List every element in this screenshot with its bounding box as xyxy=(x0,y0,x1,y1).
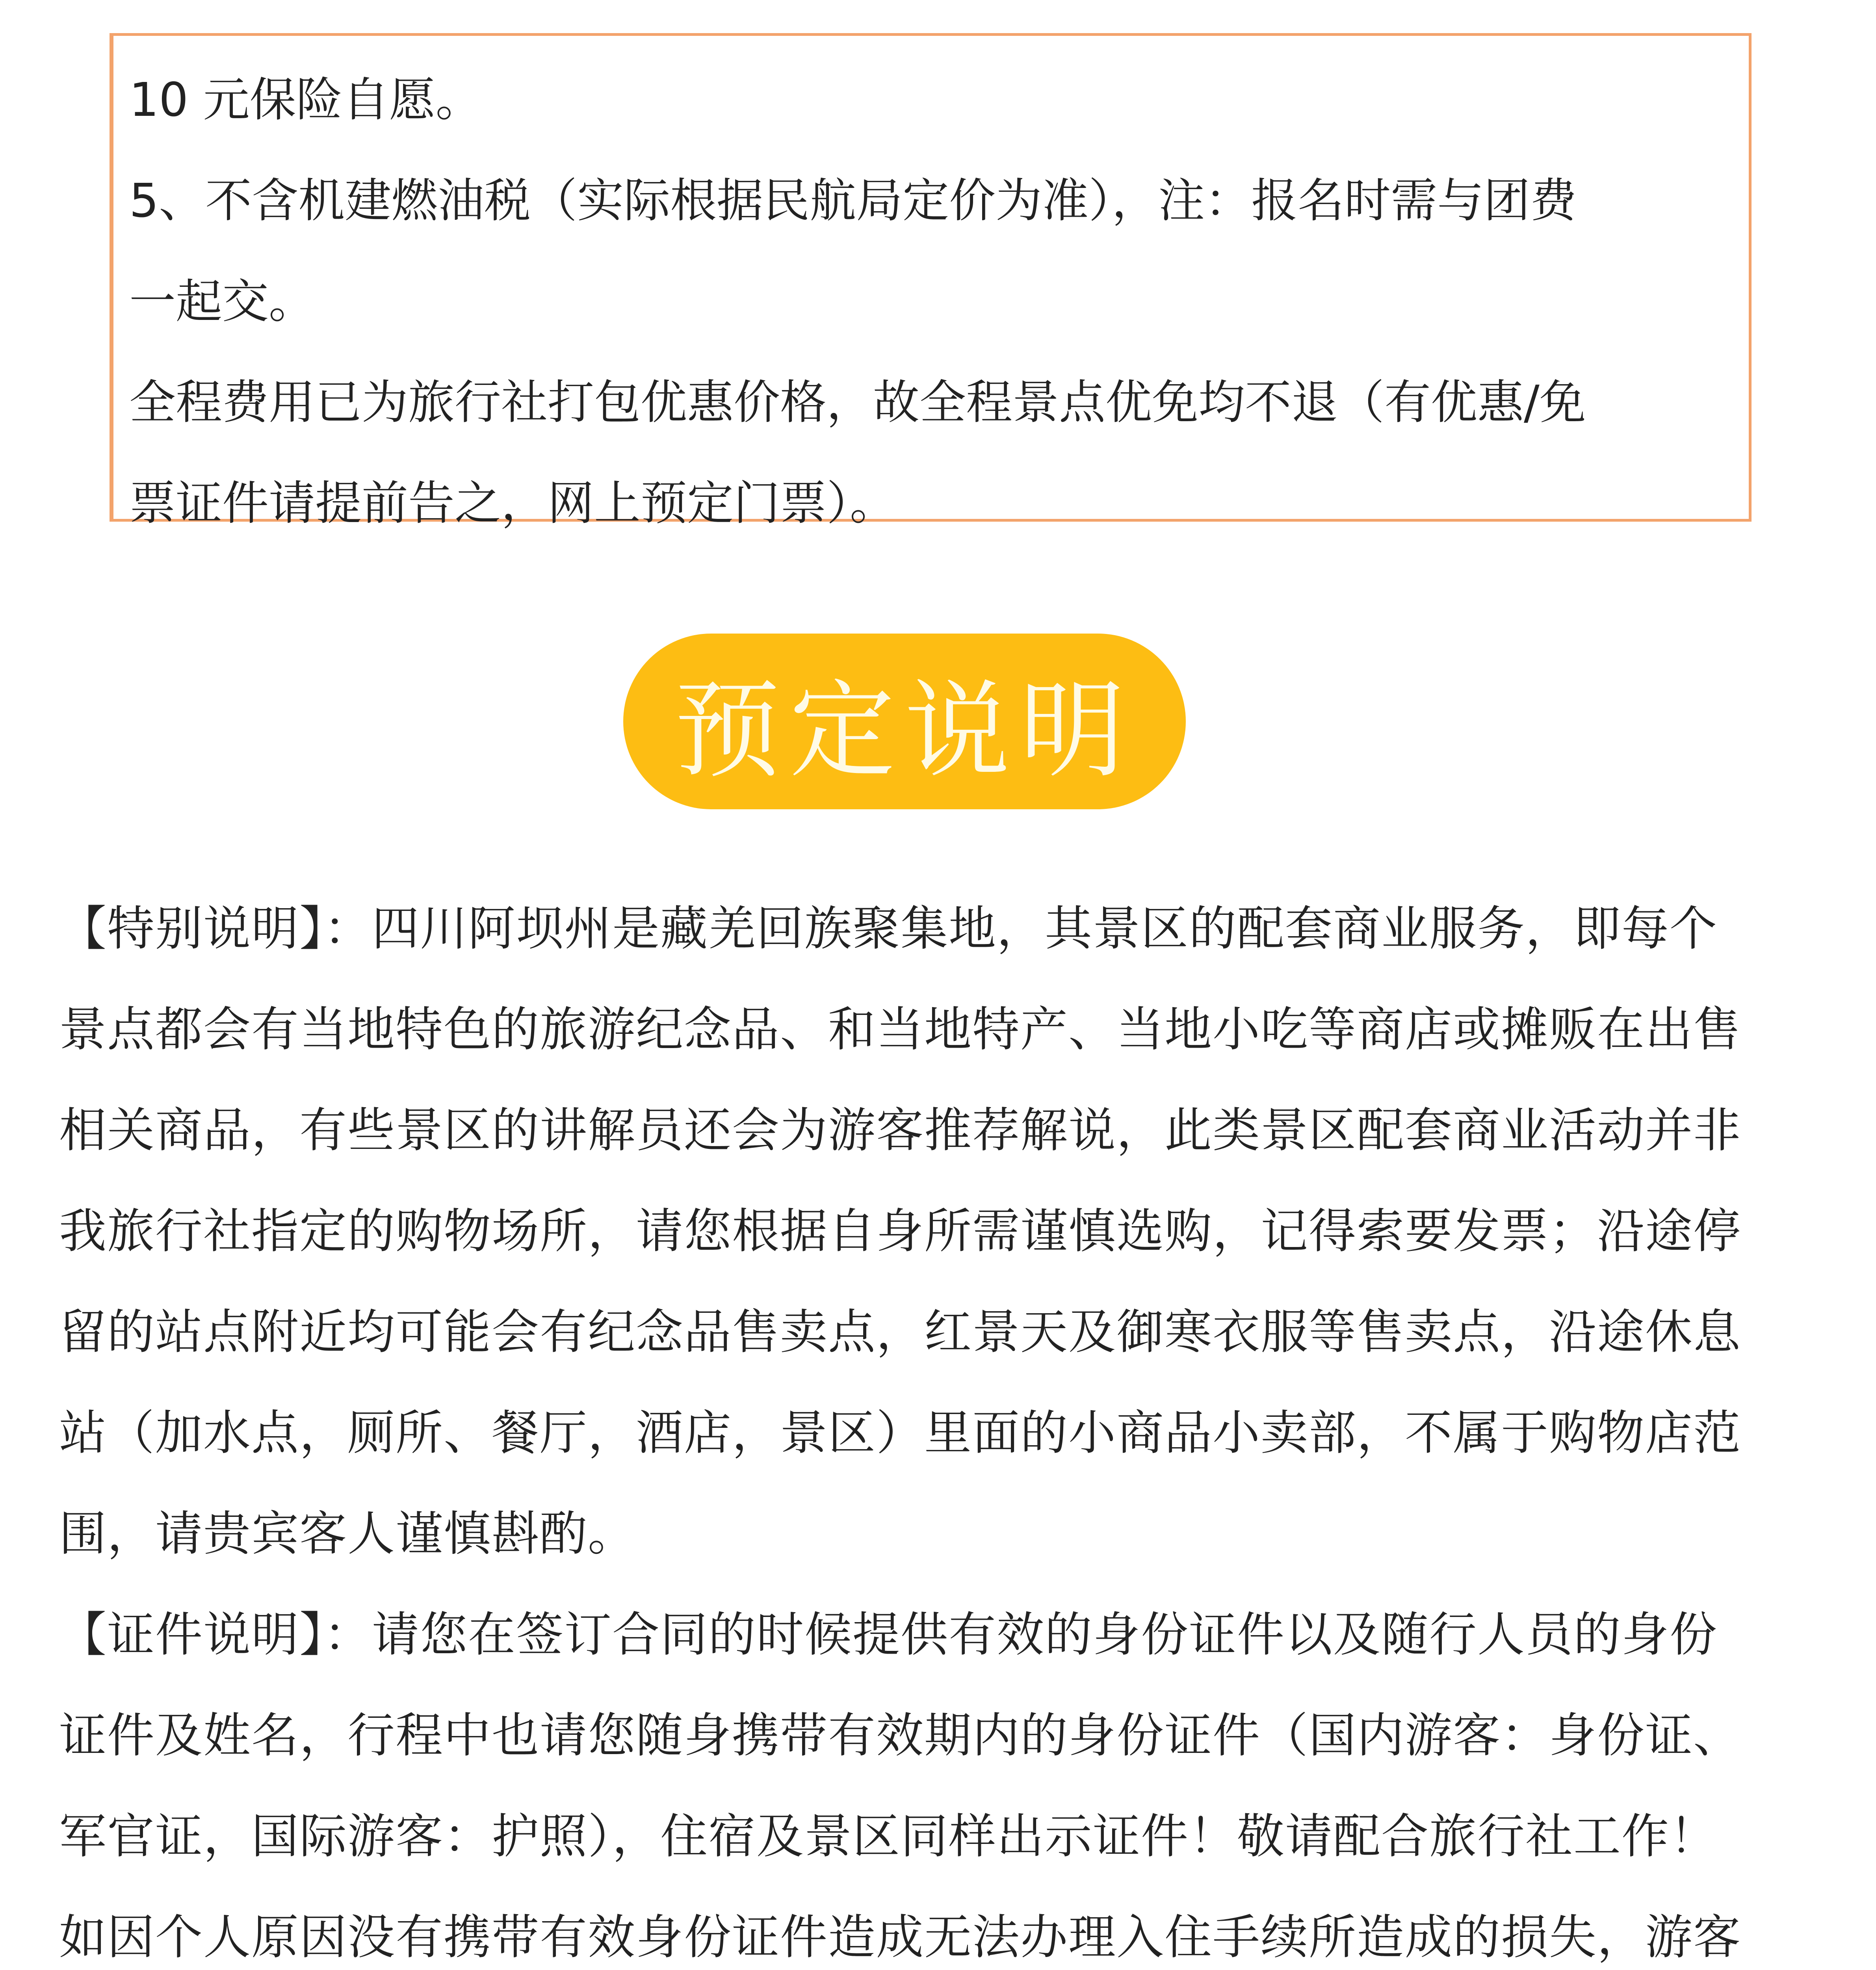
text-line: 如因个人原因没有携带有效身份证件造成无法办理入住手续所造成的损失，游客 xyxy=(59,1910,1741,1965)
text-line: 留的站点附近均可能会有纪念品售卖点，红景天及御寒衣服等售卖点，沿途休息 xyxy=(59,1305,1741,1360)
fee-note-line: 全程费用已为旅行社打包优惠价格，故全程景点优免均不退（有优惠/免 xyxy=(129,375,1586,429)
text-line: 军官证，国际游客：护照），住宿及景区同样出示证件！敬请配合旅行社工作！ xyxy=(59,1809,1718,1864)
text-line: 【证件说明】：请您在签订合同的时候提供有效的身份证件以及随行人员的身份 xyxy=(59,1608,1718,1662)
text-line: 我旅行社指定的购物场所，请您根据自身所需谨慎选购，记得索要发票；沿途停 xyxy=(59,1204,1741,1259)
fee-note-line: 5、不含机建燃油税（实际根据民航局定价为准），注：报名时需与团费 xyxy=(129,173,1577,228)
fee-note-line: 10 元保险自愿。 xyxy=(129,72,482,127)
id-document-paragraph xyxy=(59,1585,1816,1970)
fee-note-line: 票证件请提前告之，网上预定门票）。 xyxy=(129,476,897,530)
booking-notes-content xyxy=(59,879,1816,1970)
text-line: 围，请贵宾客人谨慎斟酌。 xyxy=(59,1507,636,1561)
section-heading-badge xyxy=(623,634,1186,809)
text-line: 景点都会有当地特色的旅游纪念品、和当地特产、当地小吃等商店或摊贩在出售 xyxy=(59,1002,1741,1057)
special-notice-paragraph xyxy=(59,879,1816,1585)
section-title: 预定说明 xyxy=(674,669,1135,792)
fee-notes-box xyxy=(110,33,1752,530)
text-line: 【特别说明】：四川阿坝州是藏羌回族聚集地，其景区的配套商业服务，即每个 xyxy=(59,901,1718,956)
text-line: 相关商品，有些景区的讲解员还会为游客推荐解说，此类景区配套商业活动并非 xyxy=(59,1103,1741,1158)
text-line: 证件及姓名，行程中也请您随身携带有效期内的身份证件（国内游客：身份证、 xyxy=(59,1708,1741,1763)
text-line: 站（加水点，厕所、餐厅，酒店，景区）里面的小商品小卖部，不属于购物店范 xyxy=(59,1406,1741,1461)
fee-note-line: 一起交。 xyxy=(129,274,316,329)
